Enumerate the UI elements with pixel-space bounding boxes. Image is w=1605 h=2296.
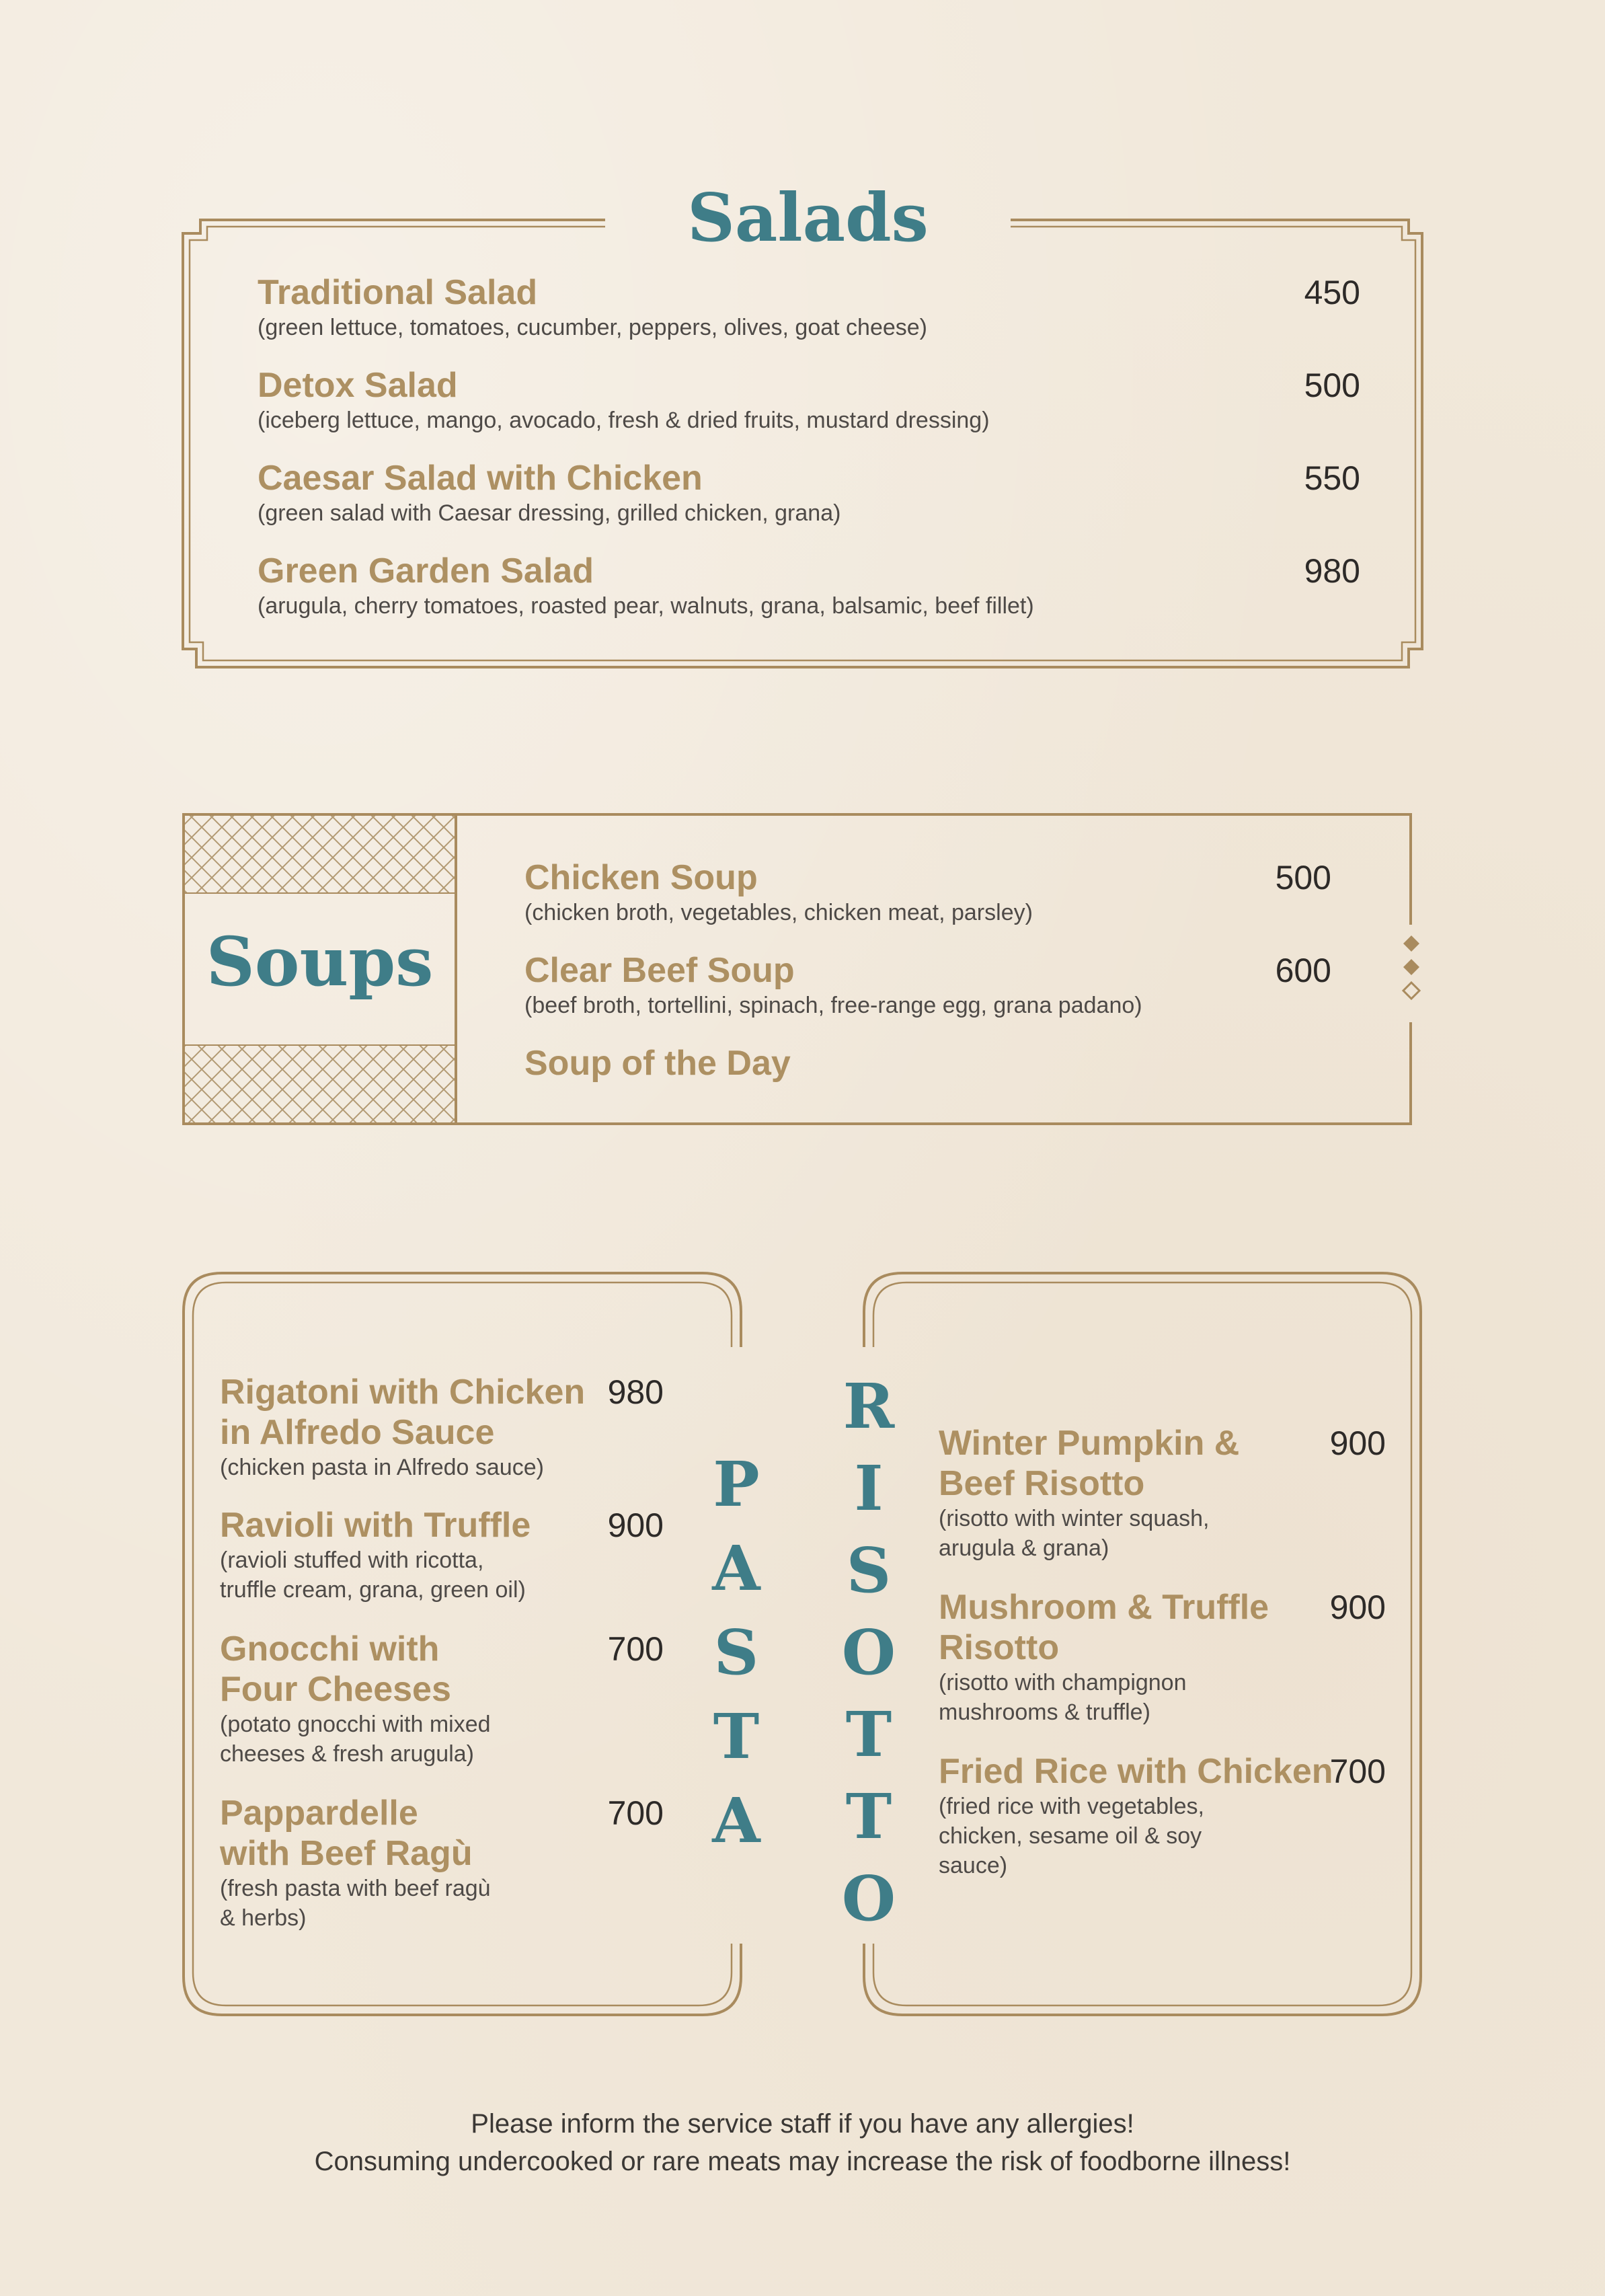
item-name: Green Garden Salad (258, 551, 594, 590)
allergy-notice (0, 2105, 1605, 2180)
item-name: Ravioli with Truffle (220, 1506, 531, 1545)
item-description-line2: truffle cream, grana, green oil) (220, 1577, 526, 1603)
list-item (524, 950, 1331, 1043)
salads-title: Salads (687, 180, 929, 257)
title-letter: A (712, 1784, 760, 1857)
item-price: 700 (607, 1630, 664, 1668)
pasta-list (220, 1372, 664, 1957)
item-name: Gnocchi with (220, 1630, 440, 1669)
item-description: (arugula, cherry tomatoes, roasted pear, walnuts, grana, balsamic, beef fillet) (258, 593, 1034, 619)
item-description-line2: chicken, sesame oil & soy (939, 1823, 1202, 1849)
title-letter: T (845, 1780, 892, 1853)
title-letter: O (841, 1862, 896, 1935)
item-price: 980 (607, 1373, 664, 1411)
list-item (258, 551, 1360, 644)
item-name: Chicken Soup (524, 858, 758, 897)
title-letter: S (713, 1616, 759, 1689)
item-description: (green lettuce, tomatoes, cucumber, peppers, olives, goat cheese) (258, 315, 927, 340)
item-price: 550 (1304, 459, 1360, 497)
title-letter: R (843, 1370, 895, 1443)
item-description: (potato gnocchi with mixed (220, 1712, 491, 1737)
title-letter: I (854, 1452, 884, 1525)
list-item (939, 1423, 1386, 1587)
item-name: Traditional Salad (258, 273, 538, 312)
item-description: (ravioli stuffed with ricotta, (220, 1547, 484, 1573)
item-name: Clear Beef Soup (524, 951, 795, 990)
title-letter: P (713, 1448, 760, 1521)
item-price: 700 (1329, 1753, 1386, 1790)
item-description: (risotto with winter squash, (939, 1506, 1210, 1531)
soups-diamond-ornament (1403, 935, 1419, 999)
item-price: 900 (1329, 1424, 1386, 1462)
soups-title: Soups (206, 922, 434, 1001)
soups-list (524, 857, 1331, 1097)
pasta-vertical-title (696, 1443, 777, 1863)
item-name-line2: Beef Risotto (939, 1464, 1145, 1503)
list-item (220, 1505, 664, 1629)
list-item (939, 1751, 1386, 1915)
item-description-line2: & herbs) (220, 1905, 307, 1931)
item-name: Winter Pumpkin & (939, 1424, 1240, 1463)
title-letter: T (713, 1700, 760, 1773)
item-description: (iceberg lettuce, mango, avocado, fresh & dried fruits, mustard dressing) (258, 408, 990, 433)
list-item (258, 365, 1360, 458)
title-letter: A (712, 1532, 760, 1605)
item-price: 600 (1275, 952, 1331, 989)
item-price: 450 (1304, 274, 1360, 311)
item-name: Fried Rice with Chicken (939, 1752, 1333, 1791)
list-item (220, 1793, 664, 1957)
item-price: 700 (607, 1794, 664, 1832)
item-name: Pappardelle (220, 1794, 418, 1833)
item-name: Detox Salad (258, 366, 458, 405)
footer-line-allergies: Please inform the service staff if you have any allergies! (471, 2109, 1134, 2139)
list-item (258, 272, 1360, 365)
list-item (220, 1372, 664, 1505)
salads-list (258, 272, 1360, 644)
item-description-line2: arugula & grana) (939, 1535, 1109, 1561)
item-name: Rigatoni with Chicken (220, 1373, 586, 1412)
item-description: (chicken pasta in Alfredo sauce) (220, 1455, 544, 1480)
risotto-vertical-title (828, 1365, 909, 1940)
item-price: 980 (1304, 552, 1360, 590)
item-description: (chicken broth, vegetables, chicken meat, parsley) (524, 900, 1033, 925)
item-name-line2: in Alfredo Sauce (220, 1413, 495, 1452)
item-price: 900 (607, 1506, 664, 1544)
item-description-line2: cheeses & fresh arugula) (220, 1741, 474, 1767)
title-letter: T (845, 1698, 892, 1771)
title-letter: S (846, 1534, 892, 1607)
list-item (220, 1629, 664, 1793)
list-item (524, 857, 1331, 950)
item-name: Caesar Salad with Chicken (258, 459, 703, 498)
item-description-line3: sauce) (939, 1853, 1008, 1878)
item-price: 900 (1329, 1589, 1386, 1626)
title-letter: O (841, 1616, 896, 1689)
item-name-line2: Risotto (939, 1628, 1060, 1667)
list-item (258, 458, 1360, 551)
item-name: Mushroom & Truffle (939, 1588, 1269, 1627)
item-price: 500 (1275, 859, 1331, 896)
risotto-list (939, 1423, 1386, 1915)
item-name: Soup of the Day (524, 1044, 791, 1083)
item-description: (beef broth, tortellini, spinach, free-range egg, grana padano) (524, 993, 1142, 1018)
item-name-line2: Four Cheeses (220, 1670, 451, 1709)
footer-line-undercooked: Consuming undercooked or rare meats may increase the risk of foodborne illness! (314, 2147, 1291, 2176)
item-price: 500 (1304, 367, 1360, 404)
item-name-line2: with Beef Ragù (220, 1834, 473, 1873)
item-description: (green salad with Caesar dressing, grilled chicken, grana) (258, 500, 841, 526)
list-item (939, 1587, 1386, 1751)
item-description: (fresh pasta with beef ragù (220, 1876, 491, 1901)
item-description-line2: mushrooms & truffle) (939, 1699, 1150, 1725)
list-item (524, 1043, 1331, 1097)
item-description: (fried rice with vegetables, (939, 1794, 1204, 1819)
item-description: (risotto with champignon (939, 1670, 1187, 1695)
